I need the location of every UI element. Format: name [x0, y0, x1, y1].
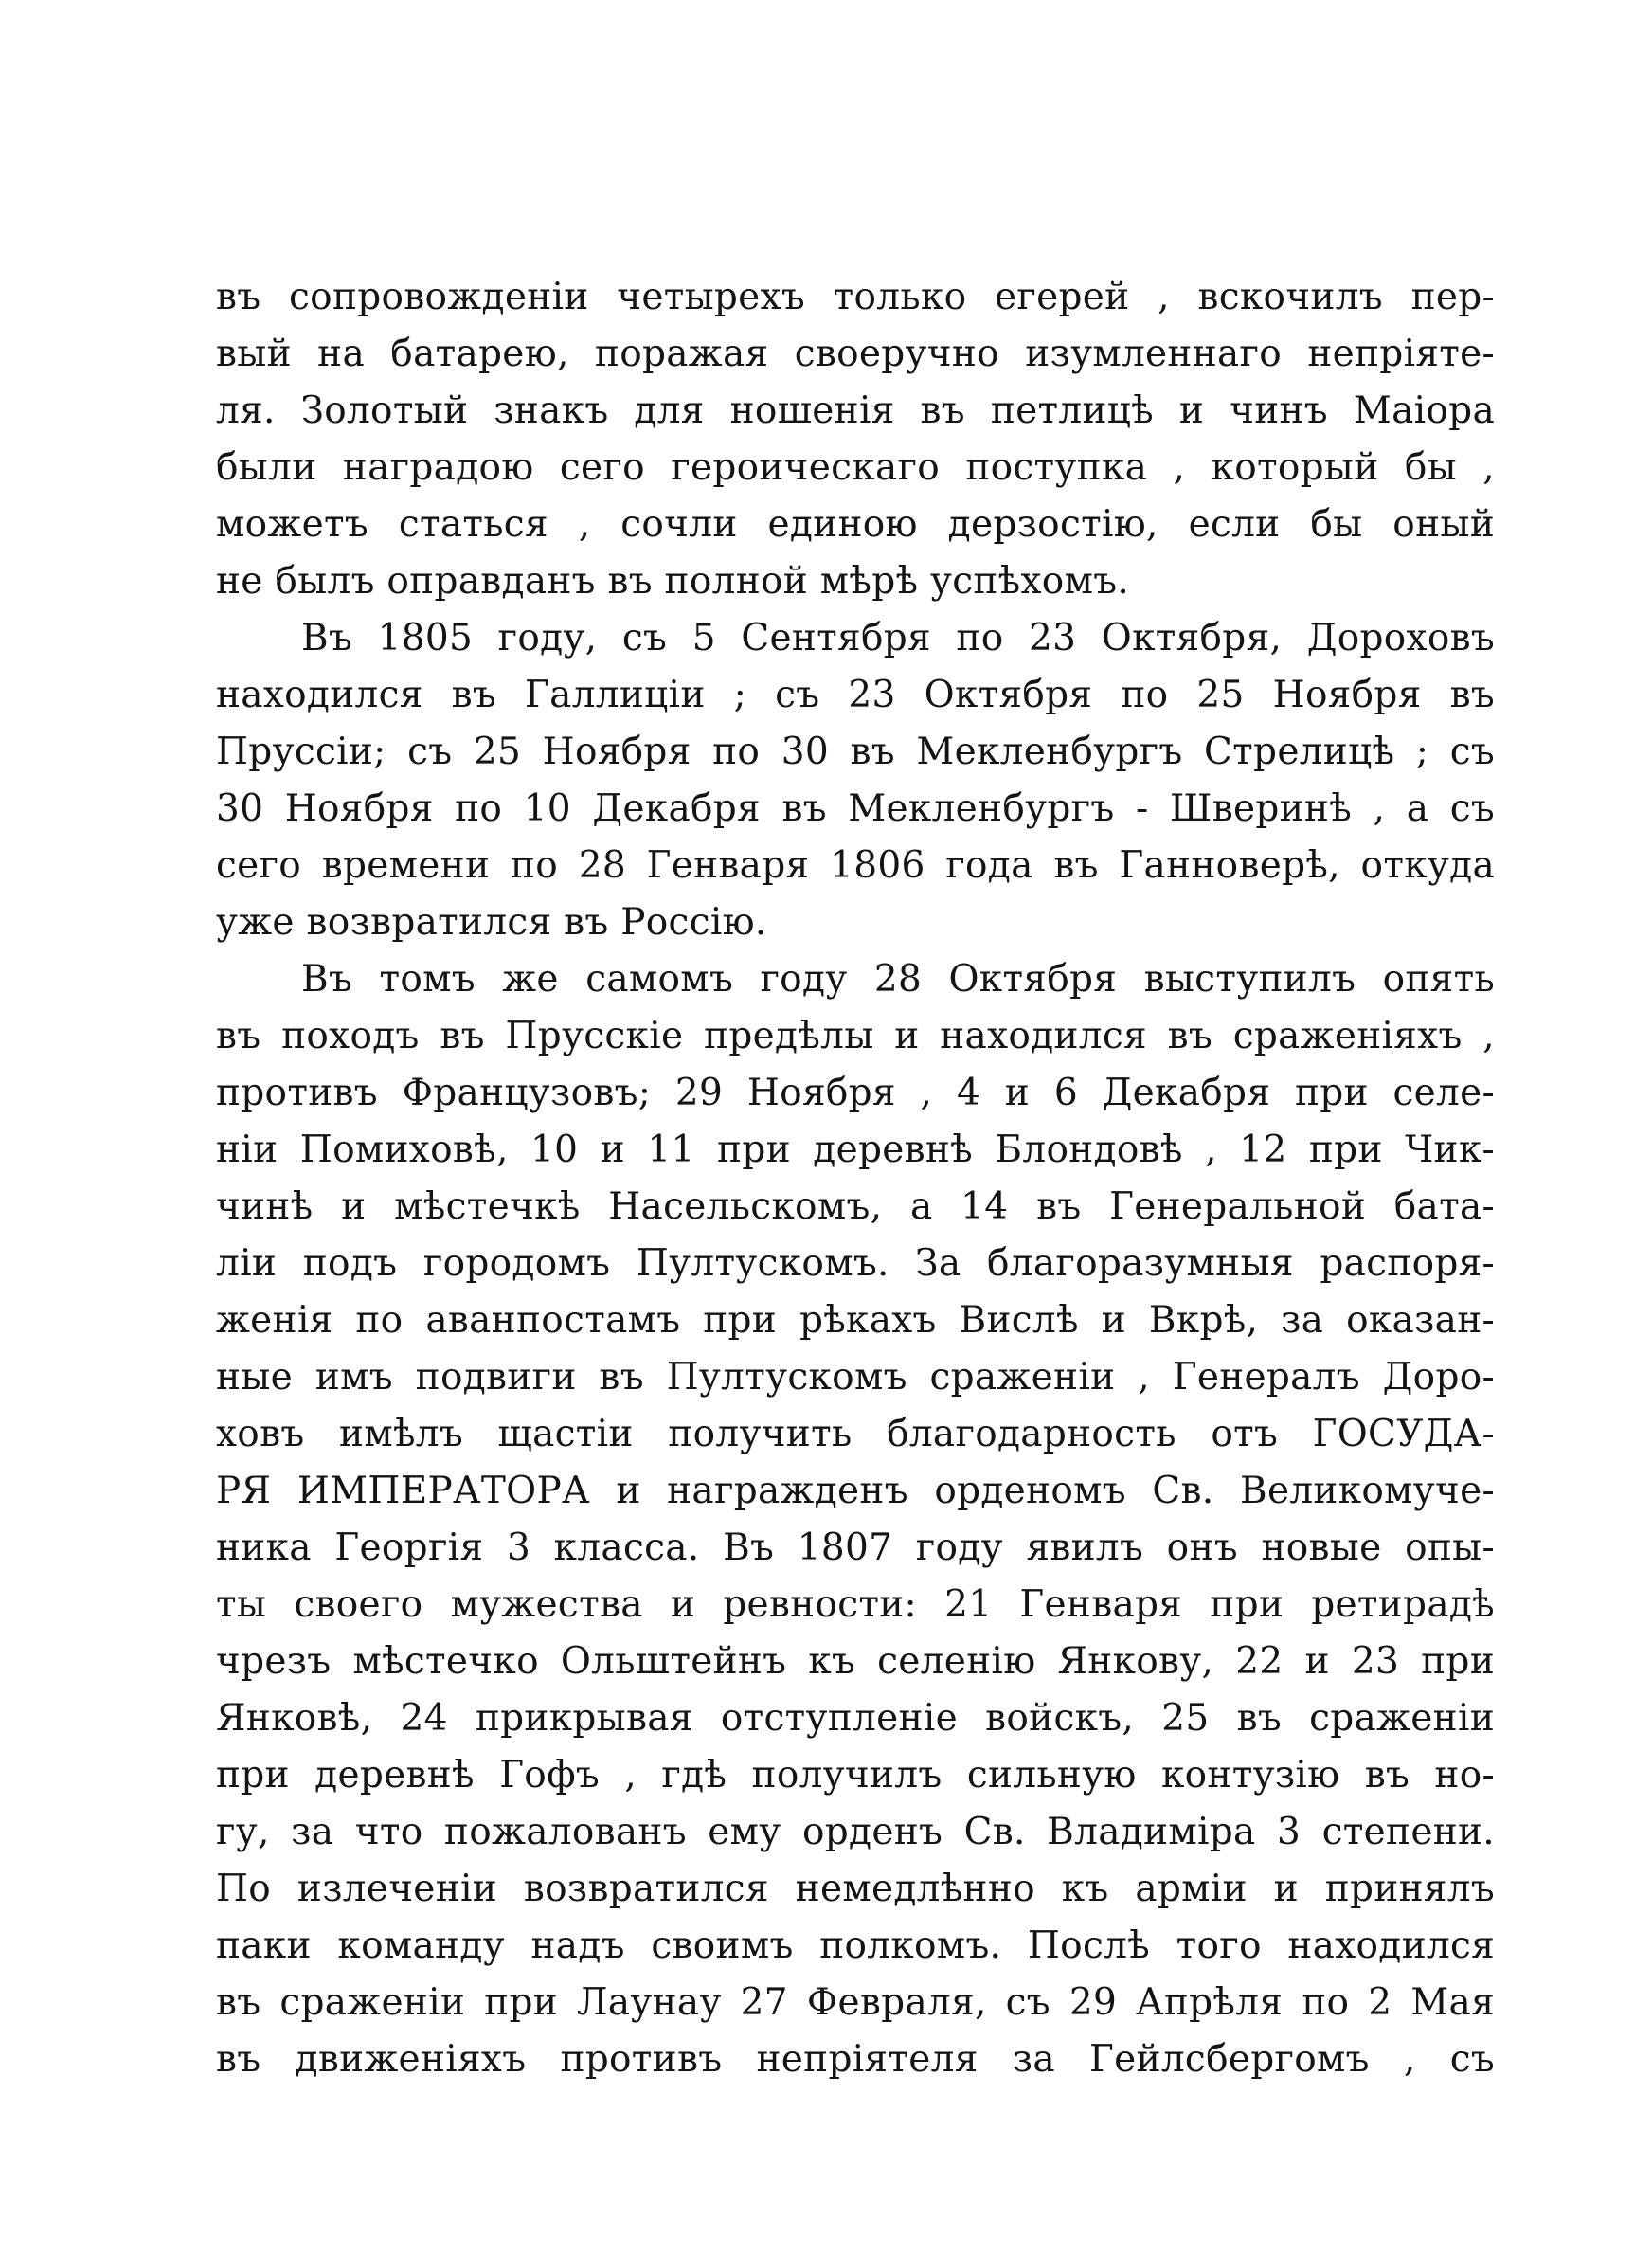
- text-line: ліи подъ городомъ Пултускомъ. За благоразумныя распоря-: [216, 1242, 1495, 1285]
- text-line: ховъ имѣлъ щастіи получить благодарность отъ ГОСУДА-: [216, 1413, 1495, 1455]
- text-line: ника Георгія 3 класса. Въ 1807 году явилъ онъ новые опы-: [216, 1526, 1495, 1569]
- paragraph-start-line: Въ 1805 году, съ 5 Сентября по 23 Октября, Дороховъ: [301, 617, 1495, 659]
- text-line: противъ Французовъ; 29 Ноября , 4 и 6 Декабря при селе-: [216, 1072, 1495, 1114]
- text-line: въ сопровожденіи четырехъ только егерей , вскочилъ пер-: [216, 276, 1495, 318]
- text-line: вый на батарею, поражая своеручно изумленнаго непріяте-: [216, 333, 1495, 375]
- text-line: ля. Золотый знакъ для ношенія въ петлицѣ и чинъ Маіора: [216, 389, 1495, 432]
- text-line: женія по аванпостамъ при рѣкахъ Вислѣ и Вкрѣ, за оказан-: [216, 1299, 1495, 1342]
- text-line: чинѣ и мѣстечкѣ Насельскомъ, а 14 въ Генеральной бата-: [216, 1185, 1495, 1228]
- text-line: Янковѣ, 24 прикрывая отступленіе войскъ, 25 въ сраженіи: [216, 1697, 1495, 1740]
- text-line: при деревнѣ Гофъ , гдѣ получилъ сильную контузію въ но-: [216, 1754, 1495, 1797]
- text-line: въ сраженіи при Лаунау 27 Февраля, съ 29 Апрѣля по 2 Мая: [216, 1981, 1495, 2024]
- text-line: ные имъ подвиги въ Пултускомъ сраженіи , Генералъ Доро-: [216, 1356, 1495, 1399]
- text-line: ты своего мужества и ревности: 21 Генваря при ретирадѣ: [216, 1583, 1495, 1626]
- text-line: 30 Ноября по 10 Декабря въ Мекленбургъ - Шверинѣ , а съ: [216, 787, 1495, 830]
- text-line: чрезъ мѣстечко Ольштейнъ къ селенію Янкову, 22 и 23 при: [216, 1640, 1495, 1683]
- text-line: Пруссіи; съ 25 Ноября по 30 въ Мекленбургъ Стрелицѣ ; съ: [216, 731, 1495, 773]
- text-line: гу, за что пожалованъ ему орденъ Св. Владиміра 3 степени.: [216, 1811, 1495, 1853]
- text-line: РЯ ИМПЕРАТОРА и награжденъ орденомъ Св. Великомуче-: [216, 1470, 1495, 1512]
- text-line: находился въ Галлиціи ; съ 23 Октября по 25 Ноября въ: [216, 674, 1495, 716]
- text-line: въ походъ въ Прусскіе предѣлы и находился въ сраженіяхъ ,: [216, 1015, 1495, 1057]
- paragraph-start-line: Въ томъ же самомъ году 28 Октября выступилъ опять: [301, 958, 1495, 1001]
- text-line: ніи Помиховѣ, 10 и 11 при деревнѣ Блондовѣ , 12 при Чик-: [216, 1128, 1495, 1171]
- text-line: По излеченіи возвратился немедлѣнно къ арміи и принялъ: [216, 1868, 1495, 1910]
- text-line: были наградою сего героическаго поступка , который бы ,: [216, 446, 1495, 489]
- text-line: въ движеніяхъ противъ непріятеля за Гейлсбергомъ , съ: [216, 2038, 1495, 2081]
- text-line: уже возвратился въ Россію.: [216, 901, 767, 944]
- text-line: паки команду надъ своимъ полкомъ. Послѣ того находился: [216, 1924, 1495, 1967]
- text-line: можетъ статься , сочли единою дерзостію, если бы оный: [216, 503, 1495, 546]
- text-line: сего времени по 28 Генваря 1806 года въ Ганноверѣ, откуда: [216, 844, 1495, 887]
- text-line: не былъ оправданъ въ полной мѣрѣ успѣхомъ.: [216, 560, 1130, 603]
